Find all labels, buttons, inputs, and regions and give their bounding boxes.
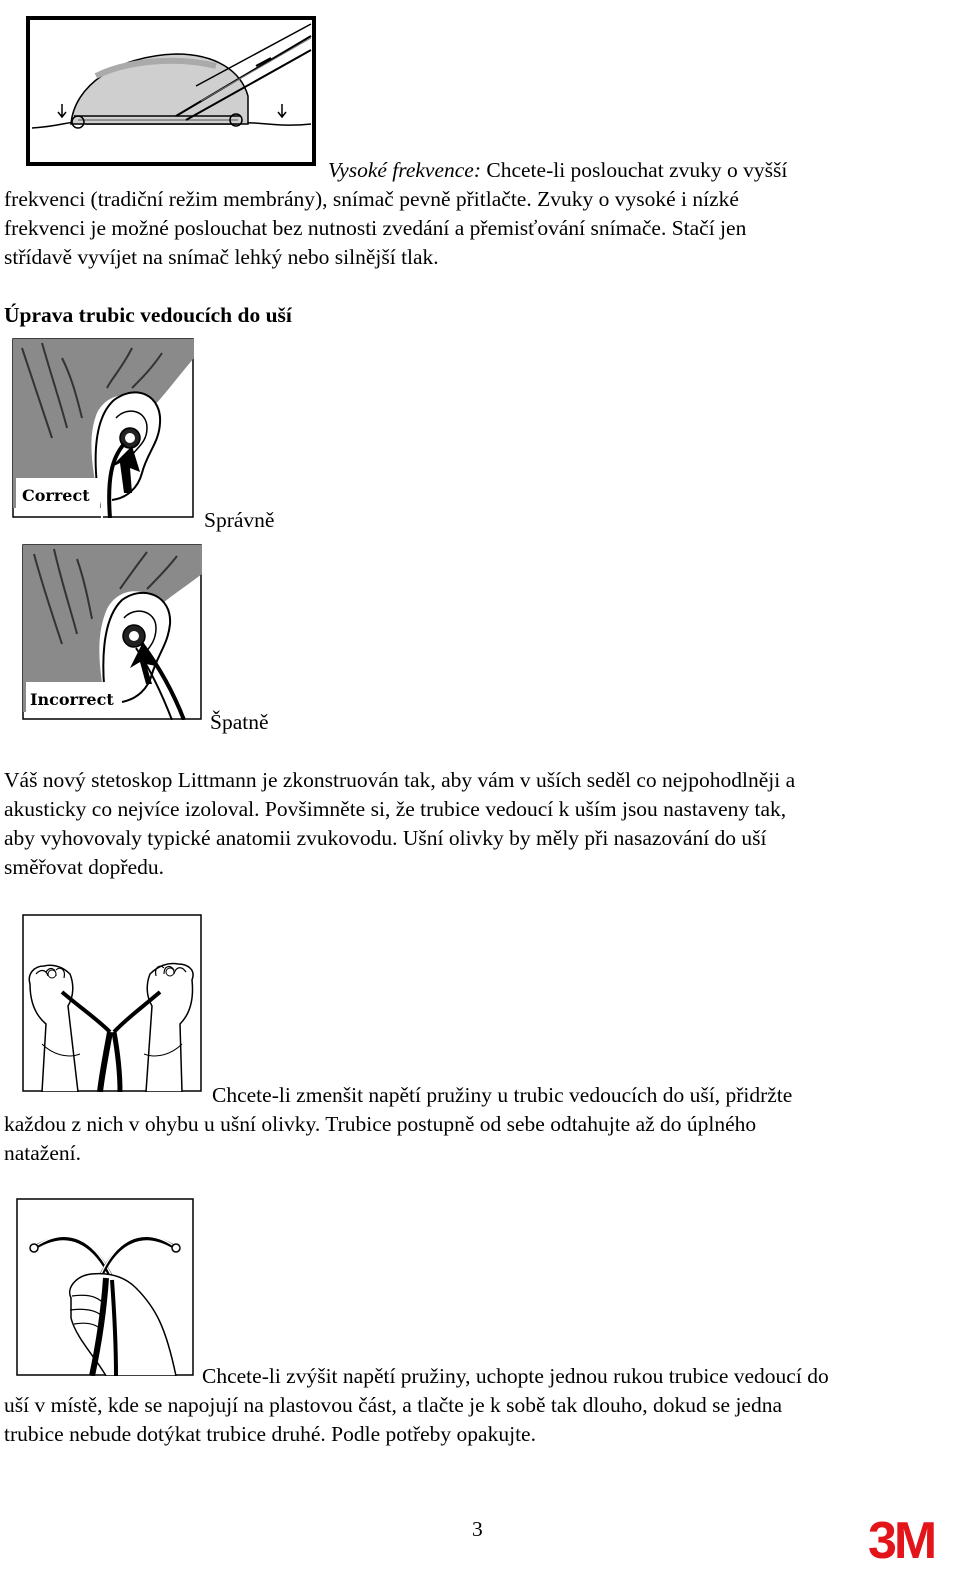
high-frequency-line-4: střídavě vyvíjet na snímač lehký nebo silnější tlak. bbox=[4, 245, 439, 269]
3m-logo bbox=[868, 1512, 958, 1564]
high-frequency-label: Vysoké frekvence: bbox=[328, 158, 481, 182]
increase-tension-line-2: uší v místě, kde se napojují na plastovou část, a tlačte je k sobě tak dlouho, dokud se jedna bbox=[4, 1393, 783, 1417]
correct-caption: Správně bbox=[204, 508, 275, 532]
reduce-tension-line-1: Chcete-li zmenšit napětí pružiny u trubic vedoucích do uší, přidržte bbox=[212, 1083, 793, 1107]
high-frequency-line-1 bbox=[328, 156, 787, 185]
ear-incorrect-illustration bbox=[22, 544, 202, 720]
increase-tension-line-3: trubice nebude dotýkat trubice druhé. Podle potřeby opakujte. bbox=[4, 1422, 536, 1446]
fit-paragraph-line-2: akusticky co nejvíce izoloval. Povšimněte si, že trubice vedoucí k uším jsou nastaveny tak, bbox=[4, 797, 787, 821]
3m-logo-text: 3M bbox=[868, 1512, 935, 1564]
incorrect-caption: Špatně bbox=[210, 710, 269, 734]
fit-paragraph-line-4: směřovat dopředu. bbox=[4, 855, 165, 879]
high-frequency-line-3: frekvenci je možné poslouchat bez nutnosti zvedání a přemisťování snímače. Stačí jen bbox=[4, 216, 747, 240]
increase-tension-line-1: Chcete-li zvýšit napětí pružiny, uchopte jednou rukou trubice vedoucí do bbox=[202, 1364, 829, 1388]
increase-tension-illustration bbox=[16, 1198, 194, 1376]
high-frequency-text-1: Chcete-li poslouchat zvuky o vyšší bbox=[481, 158, 788, 182]
reduce-tension-line-2: každou z nich v ohybu u ušní olivky. Trubice postupně od sebe odtahujte až do úplného bbox=[4, 1112, 757, 1136]
section-heading: Úprava trubic vedoucích do uší bbox=[4, 303, 292, 327]
fit-paragraph-line-3: aby vyhovovaly typické anatomii zvukovodu. Ušní olivky by měly při nasazování do uší bbox=[4, 826, 767, 850]
ear-correct-illustration bbox=[12, 338, 194, 518]
chestpiece-pressure-illustration bbox=[26, 16, 316, 166]
reduce-tension-line-3: natažení. bbox=[4, 1141, 81, 1165]
correct-label: Correct bbox=[22, 486, 90, 505]
incorrect-label: Incorrect bbox=[30, 690, 114, 709]
page-number: 3 bbox=[472, 1517, 483, 1541]
fit-paragraph-line-1: Váš nový stetoskop Littmann je zkonstruován tak, aby vám v uších seděl co nejpohodlněji a bbox=[4, 768, 796, 792]
high-frequency-line-2: frekvenci (tradiční režim membrány), snímač pevně přitlačte. Zvuky o vysoké i nízké bbox=[4, 187, 739, 211]
reduce-tension-illustration bbox=[22, 914, 202, 1092]
